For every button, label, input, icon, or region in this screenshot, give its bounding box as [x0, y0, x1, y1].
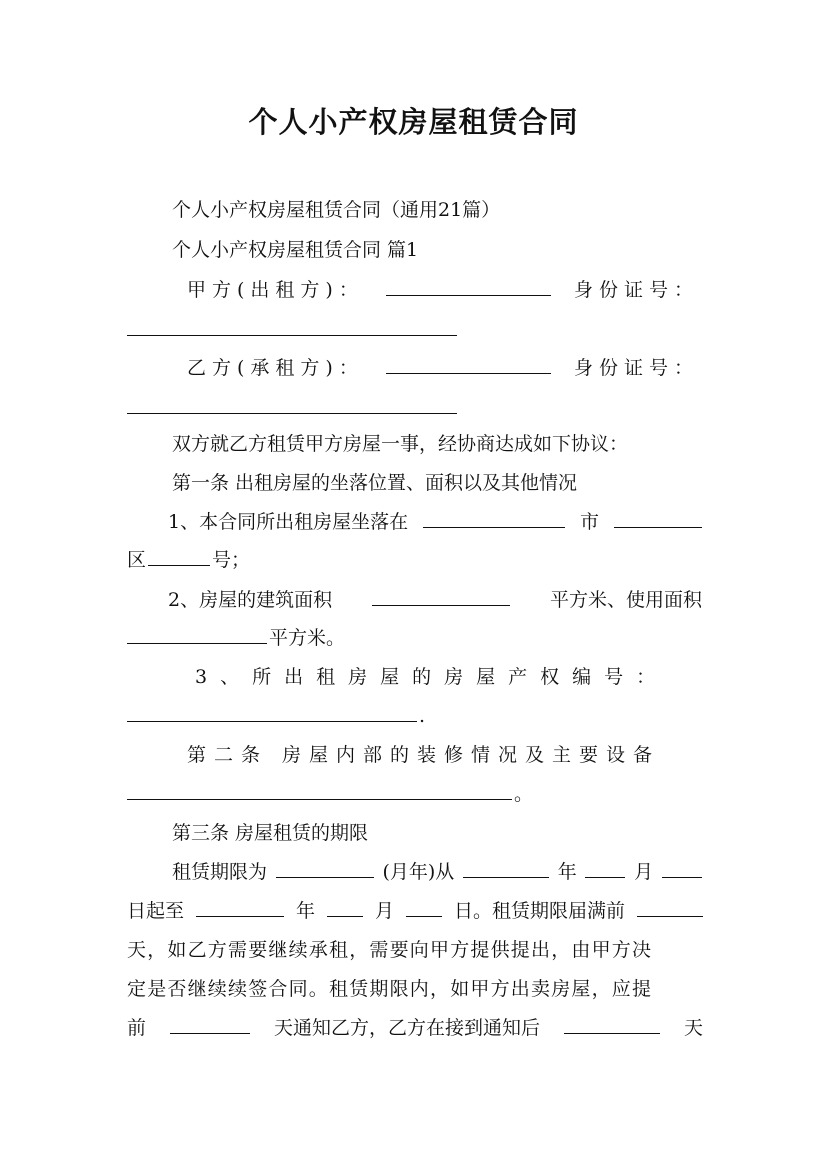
item3-end: . — [419, 705, 426, 727]
item1-location-blank — [423, 510, 565, 528]
article1-item3-row2 — [127, 704, 703, 728]
item1-district-blank — [148, 548, 210, 566]
start-day-blank — [662, 860, 702, 878]
item2-prefix: 2、房屋的建筑面积 — [168, 589, 333, 611]
item2-usable-area-blank — [127, 626, 267, 644]
party-a-id-blank — [127, 318, 457, 336]
article3-p1 — [172, 860, 702, 884]
term-unit-from: (月年)从 — [382, 861, 455, 883]
party-a-row — [187, 278, 699, 302]
start-month-label: 月 — [634, 861, 654, 883]
article3-p5 — [127, 1016, 703, 1040]
item2-mid: 平方米、使用面积 — [549, 589, 702, 611]
item1-number: 号； — [212, 549, 251, 571]
start-month-blank — [585, 860, 625, 878]
end-day-blank — [406, 899, 442, 917]
article3-p2 — [127, 899, 703, 923]
article3-p4: 定是否继续续签合同。租赁期限内，如甲方出卖房屋，应提 — [127, 978, 653, 1000]
document-title: 个人小产权房屋租赁合同 — [248, 105, 579, 139]
agreement-intro: 双方就乙方租赁甲方房屋一事，经协商达成如下协议： — [172, 433, 629, 455]
end-date-label: 日起至 — [127, 900, 185, 922]
party-b-id-label: 身份证号： — [573, 357, 699, 379]
item1-district: 区 — [127, 549, 147, 571]
article1-heading: 第一条 出租房屋的坐落位置、面积以及其他情况 — [172, 472, 578, 494]
end-day-label: 日。租赁期限届满前 — [453, 900, 625, 922]
end-year-blank — [196, 899, 284, 917]
end-year-label: 年 — [295, 900, 315, 922]
sale-notice-days-blank — [170, 1016, 250, 1034]
end-month-blank — [327, 899, 363, 917]
party-b-id-blank — [127, 396, 457, 414]
document-subtitle: 个人小产权房屋租赁合同（通用21篇） — [172, 199, 501, 221]
party-a-name-blank — [386, 278, 551, 296]
party-a-id-line — [127, 318, 703, 342]
article3-p3: 天，如乙方需要继续承租，需要向甲方提供提出，由甲方决 — [127, 939, 653, 961]
advance-label: 前 — [127, 1017, 147, 1039]
item2-end: 平方米。 — [269, 627, 346, 649]
party-a-label: 甲方(出租方)： — [187, 279, 364, 301]
item2-building-area-blank — [372, 588, 510, 606]
start-year-blank — [463, 860, 549, 878]
party-b-id-line — [127, 396, 703, 420]
days-label: 天 — [683, 1017, 703, 1039]
article1-item2-row — [168, 588, 702, 612]
item1-city: 市 — [580, 511, 600, 533]
article1-item2-row2 — [127, 626, 703, 650]
article2-heading: 第二条 房屋内部的装修情况及主要设备 — [187, 744, 661, 766]
article2-end: 。 — [514, 783, 534, 805]
article2-equipment-blank — [127, 782, 512, 800]
item3-label: 3、所出租房屋的房屋产权编号： — [195, 666, 669, 688]
article1-item1-row — [168, 510, 702, 534]
term-length-blank — [276, 860, 374, 878]
end-month-label: 月 — [374, 900, 394, 922]
party-a-id-label: 身份证号： — [573, 279, 699, 301]
start-year-label: 年 — [557, 861, 577, 883]
party-b-row — [187, 356, 699, 380]
item1-city-blank — [614, 510, 702, 528]
item3-property-number-blank — [127, 704, 417, 722]
term-label: 租赁期限为 — [172, 861, 268, 883]
notice-days-blank — [637, 899, 703, 917]
item1-prefix: 1、本合同所出租房屋坐落在 — [168, 511, 409, 533]
article2-row2 — [127, 782, 703, 806]
article3-heading: 第三条 房屋租赁的期限 — [172, 822, 369, 844]
article1-item1-row2 — [127, 548, 703, 572]
response-days-blank — [564, 1016, 660, 1034]
notify-text: 天通知乙方，乙方在接到通知后 — [273, 1017, 540, 1039]
party-b-name-blank — [386, 356, 551, 374]
party-b-label: 乙方(承租方)： — [187, 357, 364, 379]
section-heading: 个人小产权房屋租赁合同 篇1 — [172, 239, 419, 261]
